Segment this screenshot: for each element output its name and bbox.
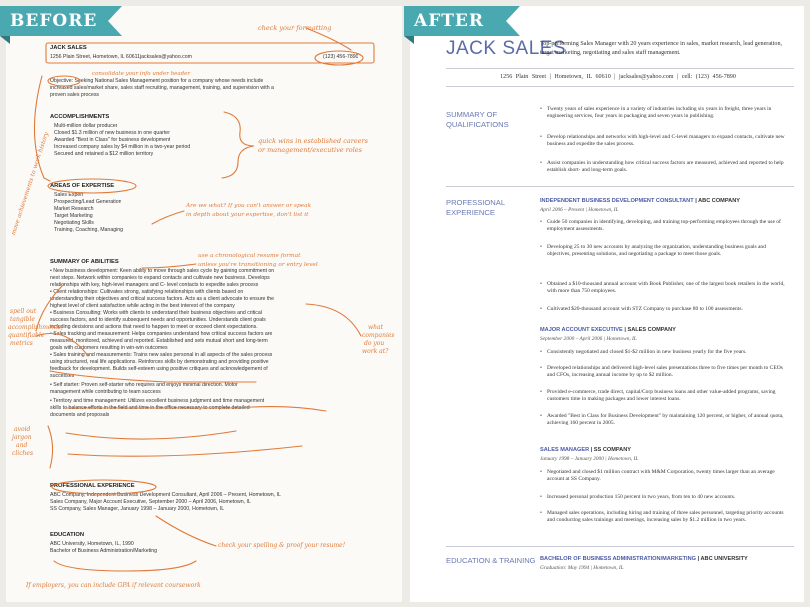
expertise-item: Market Research — [54, 206, 94, 212]
job-title: SALES MANAGER — [540, 447, 590, 453]
degree-line: BACHELOR OF BUSINESS ADMINISTRATION/MARKETING | ABC UNIVERSITY — [540, 556, 748, 562]
strike-1 — [66, 431, 236, 439]
objective-line: Objective: Seeking National Sales Management position for a company whose needs include — [50, 78, 264, 84]
before-resume — [6, 6, 402, 602]
ability-line: • Sales tracking and measurement: Helps companies understand how critical success factors are — [50, 331, 273, 337]
expertise-item: Negotiating Skills — [54, 220, 94, 226]
experience-heading: PROFESSIONAL EXPERIENCE — [50, 483, 135, 489]
graduation: Graduation: May 1994 | Hometown, IL — [540, 565, 624, 571]
divider — [446, 86, 794, 87]
job-title: MAJOR ACCOUNT EXECUTIVE — [540, 327, 623, 333]
summary-bullet: • Develop relationships and networks with high-level and C-level managers to expand contacts, cultivate new business and expedite the sales process. — [540, 134, 786, 148]
note-line: tangible — [10, 316, 35, 323]
job-bullet: • Obtained a $10-thousand annual account with Book Publisher, one of the largest book retailers in the world, with more than 750 employees. — [540, 281, 786, 295]
expertise-item: Training, Coaching, Managing — [54, 227, 124, 233]
note-line: work at? — [362, 348, 389, 355]
after-banner — [404, 6, 506, 36]
note-left-margin: move achievements to work history — [10, 131, 51, 237]
note-achievements-1: quick wins in established careers — [258, 137, 368, 145]
strike-2 — [68, 446, 302, 456]
ability-line: using structured, real life applications. Reinforces skills by demonstrating and providing positive — [50, 359, 269, 365]
ability-line: highest level of client satisfaction while acting in the best interest of the company — [50, 303, 235, 309]
expertise-item: Prospecting/Lead Generation — [54, 199, 122, 205]
ability-line: • Self starter: Proven self-starter who requires and enjoys minimal direction. Motor — [50, 382, 238, 388]
ability-line: success factors, and to identify subsequent needs and opportunities. Understands client goals — [50, 317, 266, 323]
job-dates: January 1998 – January 2000 | Hometown, IL — [540, 456, 639, 462]
after-name: JACK SALES — [446, 38, 567, 59]
expertise-item: Target Marketing — [54, 213, 93, 219]
accomplishment-item: Awarded "Best in Class" for business development — [54, 137, 171, 143]
before-name: JACK SALES — [50, 45, 87, 51]
spelling-arrow — [156, 516, 216, 546]
note-chronological-2: unless you're transitioning or entry level — [198, 262, 318, 268]
job-bullet: • Provided e-commerce, trade direct, capital/Corp business loans and other value-added programs, saving customers time in making packages and lower interest loans. — [540, 389, 786, 403]
after-label: AFTER — [414, 11, 484, 31]
ability-line: management while contributing to team success — [50, 389, 161, 395]
note-expertise-2: in depth about your expertise, don't list it — [186, 212, 309, 218]
before-label: BEFORE — [10, 11, 98, 31]
note-line: do you — [364, 340, 385, 347]
note-achievements-2: or management/executive roles — [258, 146, 362, 154]
note-line: accomplishments, — [8, 324, 63, 331]
ability-line: next steps. Network within companies to expand contacts and cultivate new business. Develops — [50, 275, 270, 281]
job-title-line: INDEPENDENT BUSINESS DEVELOPMENT CONSULTANT | ABC COMPANY — [540, 198, 740, 204]
job-bullet: • Consistently negotiated and closed $1-$2 million in new business yearly for the five years. — [540, 349, 786, 356]
note-line: metrics — [10, 340, 33, 347]
ability-line: • Client relationships: Cultivates strong, satisfying relationships with clients based on — [50, 289, 244, 295]
job-dates: September 2000 – April 2006 | Hometown, IL — [540, 336, 637, 342]
right-arrow — [306, 304, 361, 336]
abilities-heading: SUMMARY OF ABILITIES — [50, 259, 119, 265]
ability-line: successes — [50, 373, 75, 379]
job-bullet: • Developed relationships and delivered high-level sales presentations three to five times per month to CEOs and CFOs, increasing annual income by up to $2 million. — [540, 365, 786, 379]
job-title: INDEPENDENT BUSINESS DEVELOPMENT CONSULTANT — [540, 198, 694, 204]
note-line: quantifiable — [8, 332, 45, 339]
experience-line: SS Company, Sales Manager, January 1998 – January 2000, Hometown, IL — [50, 506, 225, 512]
expertise-item: Sales Expert — [54, 192, 84, 198]
job-dates: April 2006 – Present | Hometown, IL — [540, 207, 619, 213]
objective-line: increased sales/market share, sales staff recruiting, management, training, and supervision with a — [50, 85, 274, 91]
job-bullet: • Guide 50 companies in identifying, developing, and training top-performing employees through the use of employment assessments. — [540, 219, 786, 233]
before-banner — [0, 6, 108, 36]
job-company: SALES COMPANY — [627, 327, 676, 333]
note-line: companies — [362, 332, 395, 339]
note-expertise-1: Are we what? If you can't answer or speak — [186, 203, 312, 209]
accomplishment-item: Secured and retained a $12 million territory — [54, 151, 154, 157]
school: ABC UNIVERSITY — [700, 556, 748, 562]
education-line: Bachelor of Business Administration/Marketing — [50, 548, 157, 554]
accomplishments-heading: ACCOMPLISHMENTS — [50, 114, 110, 120]
expertise-arrow — [152, 211, 184, 224]
summary-heading: SUMMARY OF QUALIFICATIONS — [446, 110, 509, 129]
ability-line: relationships with key, high-level managers and C- level contacts to expedite sales process — [50, 282, 259, 288]
education-heading-after: EDUCATION & TRAINING — [446, 556, 536, 565]
note-line: jargon — [12, 434, 32, 441]
ability-line: feedback for development. Builds self-esteem using positive critiques and acknowledgement of — [50, 366, 268, 372]
job-bullet: • Negotiated and closed $1 million contract with M&M Corporation, twenty times larger than an average account at SS Company. — [540, 469, 786, 483]
ability-line: • Territory and time management: Utilizes excellent business judgment and time management — [50, 398, 265, 404]
experience-heading-after: PROFESSIONAL EXPERIENCE — [446, 198, 505, 217]
education-line: ABC University, Hometown, IL, 1990 — [50, 541, 134, 547]
left-brace-low — [48, 426, 53, 468]
note-formatting: check your formatting — [258, 24, 332, 32]
after-contact: 1256 Plain Street | Hometown, IL 60610 | jacksales@yahoo.com | cell: (123) 456-7890 — [500, 74, 736, 80]
ability-line: understanding their objectives and critical success factors. Acts as a client advocate to ensure the — [50, 296, 275, 302]
accomplishments-brace — [222, 112, 254, 178]
ability-line: including decisions and actions that need to happen to meet or exceed client expectations. — [50, 324, 258, 330]
education-brace — [54, 561, 196, 571]
note-chronological-1: use a chronological resume format — [198, 253, 301, 259]
education-heading: EDUCATION — [50, 532, 85, 538]
job-bullet: • Increased personal production 150 percent in two years, from ten to 40 new accounts. — [540, 494, 786, 501]
note-line: avoid — [14, 426, 31, 433]
divider — [446, 546, 794, 547]
accomplishment-item: Increased company sales by $4 million in a two-year period — [54, 144, 191, 150]
job-title-line: MAJOR ACCOUNT EXECUTIVE | SALES COMPANY — [540, 327, 676, 333]
job-bullet: • Developing 25 to 30 new accounts by analyzing the organization, understanding business goals and objectives, presenting solutions, and negotiating a package to meet those goals. — [540, 244, 786, 258]
accomplishment-item: Closed $1.3 million of new business in one quarter — [54, 130, 170, 136]
experience-line: ABC Company, Independent Business Development Consultant, April 2006 – Present, Hometown, IL — [50, 492, 281, 498]
note-line: and — [16, 442, 28, 449]
note-line: cliches — [12, 450, 34, 457]
ability-line: • Business Consulting: Works with clients to understand their business objectives and critical — [50, 310, 262, 316]
ability-line: • New business development: Keen ability to move through sales cycle by gaining commitment on — [50, 268, 275, 274]
ability-line: goals with customers resulting in win-win outcomes — [50, 345, 168, 351]
before-phone: (123) 456-7890 — [323, 54, 359, 60]
ability-line: • Sales training and measurements: Trains new sales personal in all aspects of the sales process — [50, 352, 273, 358]
job-company: SS COMPANY — [593, 447, 631, 453]
ability-line: skills to balance efforts in the field and time in the office necessary to complete detailed — [50, 405, 250, 411]
degree: BACHELOR OF BUSINESS ADMINISTRATION/MARKETING — [540, 556, 697, 562]
experience-line: Sales Company, Major Account Executive, September 2000 – April 2006, Hometown, IL — [50, 499, 251, 505]
accomplishment-item: Multi-million dollar producer — [54, 123, 118, 129]
job-company: ABC COMPANY — [698, 198, 740, 204]
after-tagline: Top-performing Sales Manager with 20 years experience in sales, market research, lead generation, target marketing, negotiating and sales staff management. — [540, 41, 783, 56]
ability-line: measured, monitored, achieved and reported. Established and sets mutual short and long-term — [50, 338, 268, 344]
note-bottom: If employers, you can include GPA if relevant coursework — [26, 582, 201, 589]
job-bullet: • Managed sales operations, including hiring and training of three sales personnel, targeting priority accounts and conducting sales trainings and meetings, increasing sales by $1.2 million in two years. — [540, 510, 786, 524]
note-line: spell out — [10, 308, 37, 315]
after-resume — [410, 6, 804, 602]
note-spelling: check your spelling & proof your resume! — [218, 542, 346, 549]
objective-line: proven sales process — [50, 92, 100, 98]
ability-line: documents and proposals — [50, 412, 110, 418]
expertise-heading: AREAS OF EXPERTISE — [50, 183, 115, 189]
job-bullet: • Awarded "Best in Class for Business Development" by maintaining 120 percent, or higher, of annual quota, achieving 160 percent in 2005. — [540, 413, 786, 427]
job-bullet: • Cultivated $20-thousand account with STZ Company to purchase 80 to 100 assessments. — [540, 306, 786, 313]
divider — [446, 186, 794, 187]
note-line: what — [368, 324, 383, 331]
before-address: 1256 Plain Street, Hometown, IL 60611jacksales@yahoo.com — [50, 54, 192, 60]
note-contact: consolidate your info under header — [92, 71, 191, 77]
divider — [446, 68, 794, 69]
summary-bullet: • Assist companies in understanding how critical success factors are measured, achieved and reported to help establish short- and long-term goals. — [540, 160, 786, 174]
job-title-line: SALES MANAGER | SS COMPANY — [540, 447, 631, 453]
summary-bullet: • Twenty years of sales experience in a variety of industries including six years in freight, three years in engineering services, four years in packaging and seven years in publishing. — [540, 106, 786, 120]
